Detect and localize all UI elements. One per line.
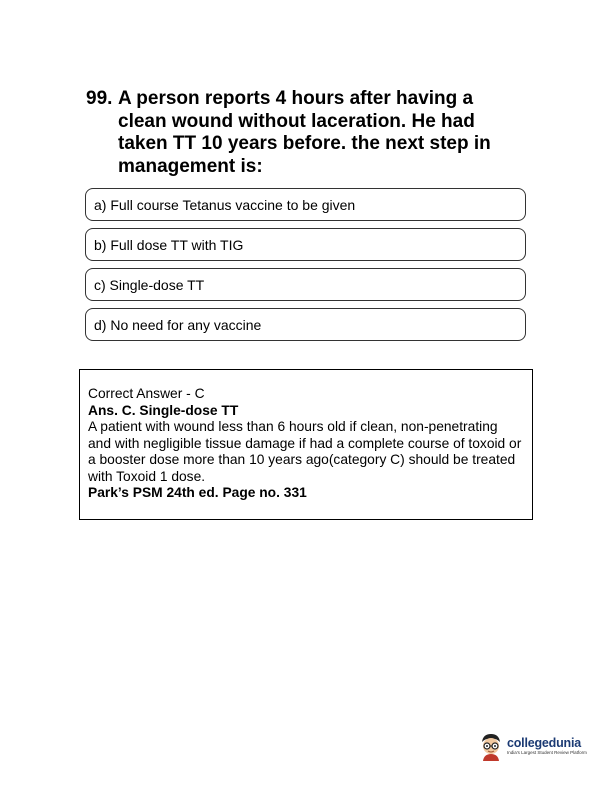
option-a[interactable]: a) Full course Tetanus vaccine to be given bbox=[85, 188, 526, 221]
answer-box bbox=[79, 369, 533, 520]
question-text: A person reports 4 hours after having a clean wound without laceration. He had taken TT 10 years before. the next step in management is: bbox=[118, 88, 491, 177]
option-b[interactable]: b) Full dose TT with TIG bbox=[85, 228, 526, 261]
brand-tagline: India's Largest Student Review Platform bbox=[507, 749, 587, 755]
collegedunia-logo bbox=[478, 728, 596, 764]
answer-heading: Ans. C. Single-dose TT bbox=[88, 402, 239, 418]
brand-name: collegedunia bbox=[507, 735, 582, 750]
option-d[interactable]: d) No need for any vaccine bbox=[85, 308, 526, 341]
answer-reference: Park’s PSM 24th ed. Page no. 331 bbox=[88, 485, 307, 500]
question bbox=[86, 88, 526, 178]
question-number: 99. bbox=[86, 88, 113, 109]
mascot-icon bbox=[478, 731, 504, 761]
option-c[interactable]: c) Single-dose TT bbox=[85, 268, 526, 301]
options-list bbox=[85, 188, 526, 348]
answer-explanation: A patient with wound less than 6 hours old if clean, non-penetrating and with negligible tissue damage if had a complete course of toxoid or a booster dose more than 10 years ago(category C) should be treated with Toxoid 1 dose. bbox=[88, 419, 522, 484]
correct-answer: Correct Answer - C bbox=[88, 386, 205, 401]
